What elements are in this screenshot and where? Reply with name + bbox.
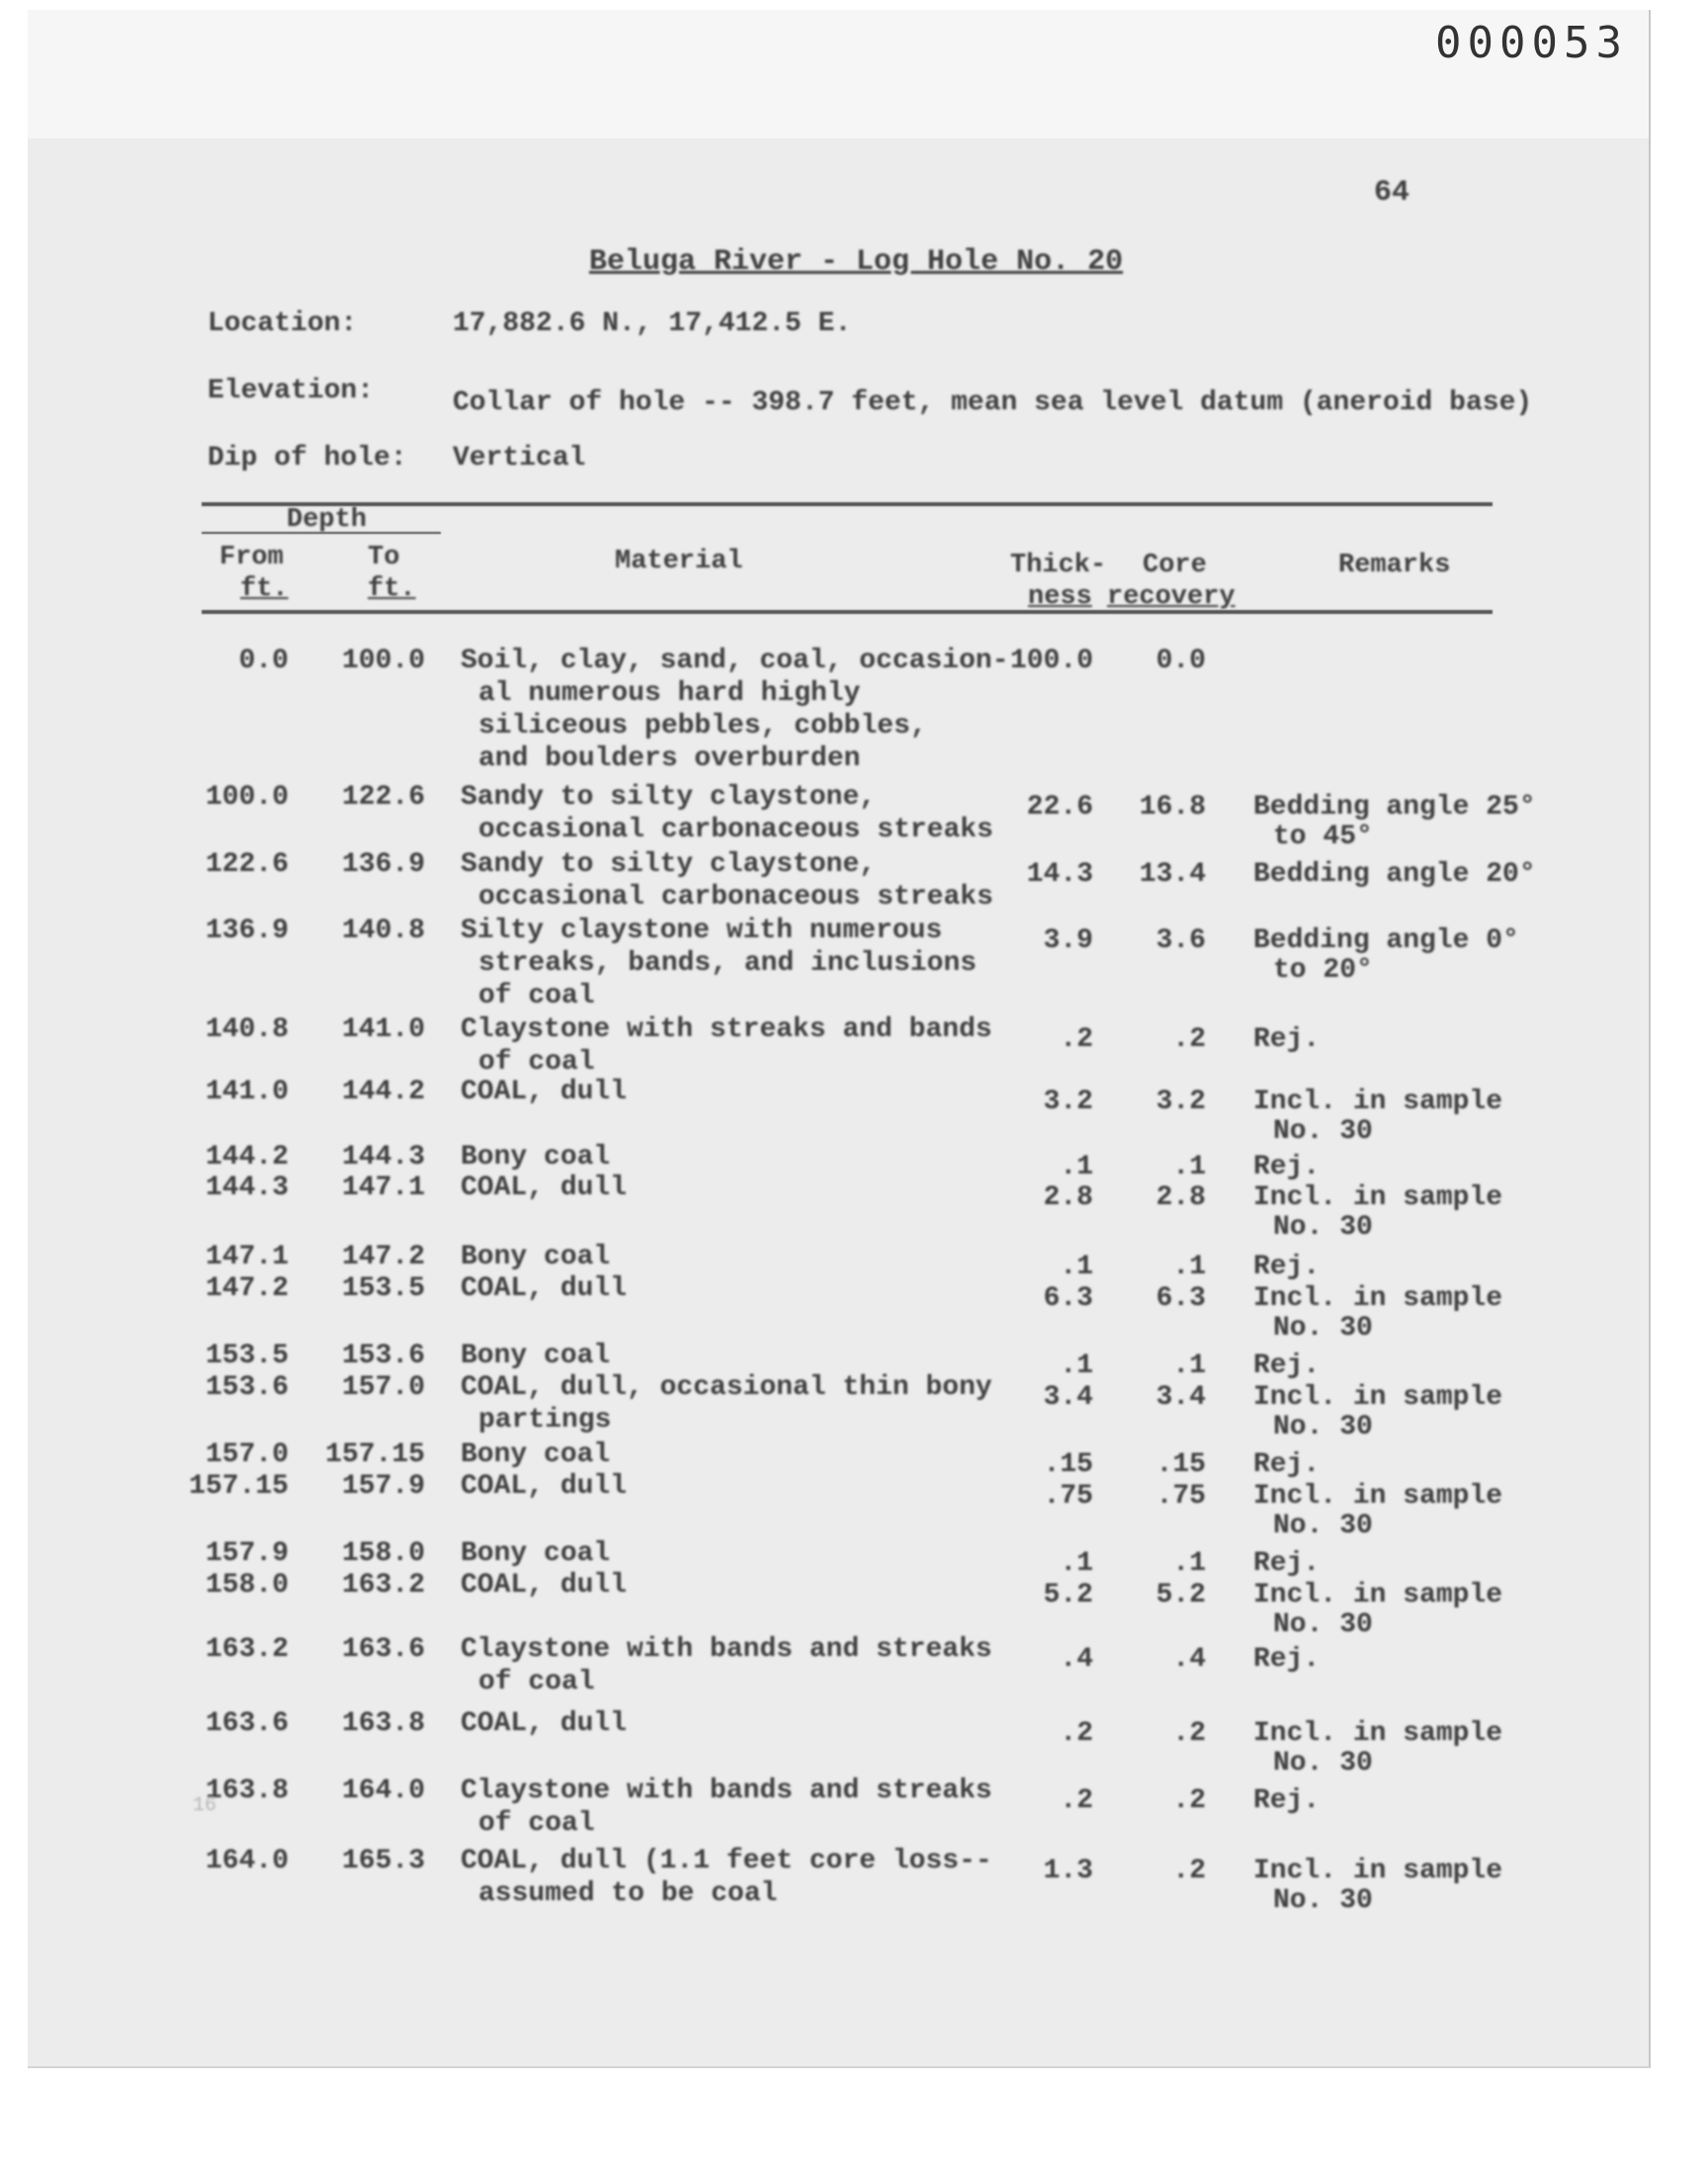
dip-value: Vertical bbox=[453, 443, 586, 474]
remarks-cell: Bedding angle 25° bbox=[1253, 792, 1536, 823]
thickness-cell: 3.2 bbox=[1043, 1087, 1093, 1117]
depth-from-cell: 153.5 bbox=[205, 1341, 289, 1371]
remarks-cell: Incl. in sample bbox=[1253, 1382, 1503, 1413]
material-cell: Bony coal bbox=[461, 1242, 611, 1272]
to-header: To bbox=[368, 543, 400, 572]
remarks-cell: Rej. bbox=[1253, 1449, 1321, 1480]
document-stamp-number: 000053 bbox=[1435, 18, 1628, 68]
depth-to-cell: 163.8 bbox=[341, 1708, 425, 1739]
remarks-cell: Bedding angle 0° bbox=[1253, 925, 1519, 956]
thickness-cell: .2 bbox=[1060, 1024, 1093, 1055]
core-recovery-cell: .4 bbox=[1172, 1644, 1206, 1675]
depth-to-cell: 141.0 bbox=[341, 1014, 425, 1045]
material-cell: Bony coal bbox=[461, 1538, 611, 1569]
core-recovery-cell: 6.3 bbox=[1155, 1283, 1206, 1314]
depth-to-cell: 165.3 bbox=[341, 1846, 425, 1876]
material-cell: Sandy to silty claystone, bbox=[461, 849, 877, 880]
thickness-cell: .1 bbox=[1060, 1548, 1093, 1579]
core-recovery-cell: 5.2 bbox=[1155, 1580, 1206, 1610]
remarks-cell: Incl. in sample bbox=[1253, 1481, 1503, 1512]
remarks-cell: Incl. in sample bbox=[1253, 1856, 1503, 1886]
thickness-cell: 100.0 bbox=[1009, 646, 1093, 676]
remarks-cell: No. 30 bbox=[1273, 1313, 1373, 1344]
material-cell: Silty claystone with numerous bbox=[461, 915, 943, 946]
material-cell: partings bbox=[478, 1405, 612, 1436]
thickness-cell: .1 bbox=[1060, 1350, 1093, 1381]
depth-to-cell: 147.2 bbox=[341, 1242, 425, 1272]
material-cell: of coal bbox=[478, 1047, 595, 1078]
material-cell: COAL, dull bbox=[461, 1708, 628, 1739]
page-title: Beluga River - Log Hole No. 20 bbox=[589, 245, 1124, 279]
core-recovery-cell: .1 bbox=[1172, 1252, 1206, 1282]
depth-from-cell: 153.6 bbox=[205, 1372, 289, 1403]
remarks-cell: No. 30 bbox=[1273, 1885, 1373, 1916]
material-cell: of coal bbox=[478, 1808, 595, 1839]
page-number: 64 bbox=[1374, 176, 1410, 210]
material-cell: occasional carbonaceous streaks bbox=[478, 882, 993, 913]
depth-from-cell: 0.0 bbox=[238, 646, 289, 676]
remarks-cell: Incl. in sample bbox=[1253, 1283, 1503, 1314]
depth-to-cell: 153.5 bbox=[341, 1273, 425, 1304]
core-recovery-header-cont: recovery bbox=[1107, 582, 1236, 612]
remarks-header: Remarks bbox=[1338, 551, 1451, 580]
core-recovery-cell: 16.8 bbox=[1139, 792, 1206, 823]
thickness-cell: .4 bbox=[1060, 1644, 1093, 1675]
material-cell: streaks, bands, and inclusions bbox=[478, 948, 978, 979]
depth-from-cell: 164.0 bbox=[205, 1846, 289, 1876]
thickness-header: Thick- bbox=[1010, 551, 1107, 580]
thickness-cell: 22.6 bbox=[1026, 792, 1093, 823]
material-cell: COAL, dull bbox=[461, 1570, 628, 1601]
depth-to-cell: 136.9 bbox=[341, 849, 425, 880]
core-recovery-cell: 2.8 bbox=[1155, 1182, 1206, 1213]
depth-from-cell: 163.8 bbox=[205, 1776, 289, 1806]
remarks-cell: No. 30 bbox=[1273, 1511, 1373, 1541]
remarks-cell: to 20° bbox=[1273, 955, 1373, 986]
elevation-value: Collar of hole -- 398.7 feet, mean sea level datum (aneroid base) bbox=[453, 388, 1533, 418]
core-recovery-cell: .2 bbox=[1172, 1856, 1206, 1886]
core-recovery-cell: 3.6 bbox=[1155, 925, 1206, 956]
sheet-top-band bbox=[28, 10, 1649, 138]
depth-to-cell: 147.1 bbox=[341, 1173, 425, 1203]
depth-from-cell: 144.2 bbox=[205, 1142, 289, 1173]
material-cell: al numerous hard highly bbox=[478, 678, 861, 709]
thickness-cell: 14.3 bbox=[1026, 859, 1093, 890]
thickness-cell: .2 bbox=[1060, 1718, 1093, 1749]
depth-to-cell: 153.6 bbox=[341, 1341, 425, 1371]
remarks-cell: Rej. bbox=[1253, 1644, 1321, 1675]
depth-from-cell: 100.0 bbox=[205, 782, 289, 813]
depth-from-cell: 157.15 bbox=[189, 1471, 289, 1502]
material-cell: of coal bbox=[478, 1667, 595, 1697]
remarks-cell: Incl. in sample bbox=[1253, 1182, 1503, 1213]
thickness-cell: .1 bbox=[1060, 1152, 1093, 1182]
dip-label: Dip of hole: bbox=[208, 443, 407, 474]
material-cell: Claystone with streaks and bands bbox=[461, 1014, 992, 1045]
material-header: Material bbox=[615, 547, 743, 576]
remarks-cell: Rej. bbox=[1253, 1785, 1321, 1816]
remarks-cell: No. 30 bbox=[1273, 1610, 1373, 1640]
remarks-cell: Incl. in sample bbox=[1253, 1580, 1503, 1610]
thickness-cell: .1 bbox=[1060, 1252, 1093, 1282]
remarks-cell: Bedding angle 20° bbox=[1253, 859, 1536, 890]
margin-mark: 16 bbox=[193, 1794, 217, 1817]
thickness-cell: 3.9 bbox=[1043, 925, 1093, 956]
depth-to-cell: 157.15 bbox=[325, 1439, 425, 1470]
depth-from-cell: 122.6 bbox=[205, 849, 289, 880]
core-recovery-cell: 13.4 bbox=[1139, 859, 1206, 890]
depth-from-cell: 144.3 bbox=[205, 1173, 289, 1203]
thickness-cell: 6.3 bbox=[1043, 1283, 1093, 1314]
core-recovery-cell: .2 bbox=[1172, 1718, 1206, 1749]
to-unit-header: ft. bbox=[368, 574, 416, 604]
material-cell: of coal bbox=[478, 981, 595, 1011]
material-cell: assumed to be coal bbox=[478, 1878, 778, 1909]
thickness-cell: .75 bbox=[1043, 1481, 1093, 1512]
table-top-rule bbox=[202, 502, 1493, 506]
thickness-cell: .15 bbox=[1043, 1449, 1093, 1480]
material-cell: siliceous pebbles, cobbles, bbox=[478, 711, 927, 741]
thickness-cell: 3.4 bbox=[1043, 1382, 1093, 1413]
depth-to-cell: 144.2 bbox=[341, 1077, 425, 1107]
material-cell: COAL, dull (1.1 feet core loss-- bbox=[461, 1846, 992, 1876]
depth-from-cell: 136.9 bbox=[205, 915, 289, 946]
material-cell: COAL, dull bbox=[461, 1471, 628, 1502]
depth-to-cell: 144.3 bbox=[341, 1142, 425, 1173]
core-recovery-header: Core bbox=[1143, 551, 1207, 580]
depth-to-cell: 100.0 bbox=[341, 646, 425, 676]
depth-from-cell: 157.9 bbox=[205, 1538, 289, 1569]
table-header-rule bbox=[202, 610, 1493, 614]
material-cell: Bony coal bbox=[461, 1341, 611, 1371]
remarks-cell: Rej. bbox=[1253, 1152, 1321, 1182]
thickness-cell: 2.8 bbox=[1043, 1182, 1093, 1213]
depth-to-cell: 140.8 bbox=[341, 915, 425, 946]
depth-to-cell: 163.2 bbox=[341, 1570, 425, 1601]
remarks-cell: No. 30 bbox=[1273, 1212, 1373, 1243]
depth-to-cell: 163.6 bbox=[341, 1634, 425, 1665]
depth-from-cell: 147.1 bbox=[205, 1242, 289, 1272]
core-recovery-cell: .1 bbox=[1172, 1350, 1206, 1381]
depth-from-cell: 163.2 bbox=[205, 1634, 289, 1665]
elevation-label: Elevation: bbox=[208, 376, 375, 406]
material-cell: and boulders overburden bbox=[478, 743, 861, 774]
from-header: From bbox=[219, 543, 284, 572]
remarks-cell: Rej. bbox=[1253, 1548, 1321, 1579]
thickness-cell: 5.2 bbox=[1043, 1580, 1093, 1610]
remarks-cell: Rej. bbox=[1253, 1252, 1321, 1282]
depth-from-cell: 140.8 bbox=[205, 1014, 289, 1045]
material-cell: COAL, dull bbox=[461, 1077, 628, 1107]
material-cell: Bony coal bbox=[461, 1439, 611, 1470]
core-recovery-cell: 0.0 bbox=[1155, 646, 1206, 676]
core-recovery-cell: .1 bbox=[1172, 1548, 1206, 1579]
remarks-cell: No. 30 bbox=[1273, 1412, 1373, 1442]
depth-header: Depth bbox=[287, 505, 368, 535]
core-recovery-cell: .15 bbox=[1155, 1449, 1206, 1480]
depth-from-cell: 141.0 bbox=[205, 1077, 289, 1107]
depth-to-cell: 157.0 bbox=[341, 1372, 425, 1403]
remarks-cell: Incl. in sample bbox=[1253, 1087, 1503, 1117]
material-cell: Soil, clay, sand, coal, occasion- bbox=[461, 646, 1009, 676]
core-recovery-cell: .2 bbox=[1172, 1024, 1206, 1055]
material-cell: COAL, dull bbox=[461, 1273, 628, 1304]
core-recovery-cell: .75 bbox=[1155, 1481, 1206, 1512]
core-recovery-cell: 3.2 bbox=[1155, 1087, 1206, 1117]
remarks-cell: Incl. in sample bbox=[1253, 1718, 1503, 1749]
thickness-cell: .2 bbox=[1060, 1785, 1093, 1816]
location-value: 17,882.6 N., 17,412.5 E. bbox=[453, 308, 852, 339]
remarks-cell: Rej. bbox=[1253, 1350, 1321, 1381]
remarks-cell: No. 30 bbox=[1273, 1116, 1373, 1147]
thickness-cell: 1.3 bbox=[1043, 1856, 1093, 1886]
depth-to-cell: 157.9 bbox=[341, 1471, 425, 1502]
material-cell: Bony coal bbox=[461, 1142, 611, 1173]
core-recovery-cell: .2 bbox=[1172, 1785, 1206, 1816]
depth-from-cell: 147.2 bbox=[205, 1273, 289, 1304]
depth-from-cell: 163.6 bbox=[205, 1708, 289, 1739]
material-cell: occasional carbonaceous streaks bbox=[478, 815, 993, 845]
remarks-cell: No. 30 bbox=[1273, 1748, 1373, 1779]
material-cell: COAL, dull bbox=[461, 1173, 628, 1203]
material-cell: COAL, dull, occasional thin bony bbox=[461, 1372, 992, 1403]
thickness-header-cont: ness bbox=[1028, 582, 1092, 612]
depth-to-cell: 164.0 bbox=[341, 1776, 425, 1806]
remarks-cell: to 45° bbox=[1273, 822, 1373, 852]
core-recovery-cell: 3.4 bbox=[1155, 1382, 1206, 1413]
remarks-cell: Rej. bbox=[1253, 1024, 1321, 1055]
depth-from-cell: 158.0 bbox=[205, 1570, 289, 1601]
depth-to-cell: 122.6 bbox=[341, 782, 425, 813]
material-cell: Sandy to silty claystone, bbox=[461, 782, 877, 813]
core-recovery-cell: .1 bbox=[1172, 1152, 1206, 1182]
material-cell: Claystone with bands and streaks bbox=[461, 1776, 992, 1806]
from-unit-header: ft. bbox=[240, 574, 289, 604]
material-cell: Claystone with bands and streaks bbox=[461, 1634, 992, 1665]
location-label: Location: bbox=[208, 308, 358, 339]
depth-from-cell: 157.0 bbox=[205, 1439, 289, 1470]
depth-to-cell: 158.0 bbox=[341, 1538, 425, 1569]
